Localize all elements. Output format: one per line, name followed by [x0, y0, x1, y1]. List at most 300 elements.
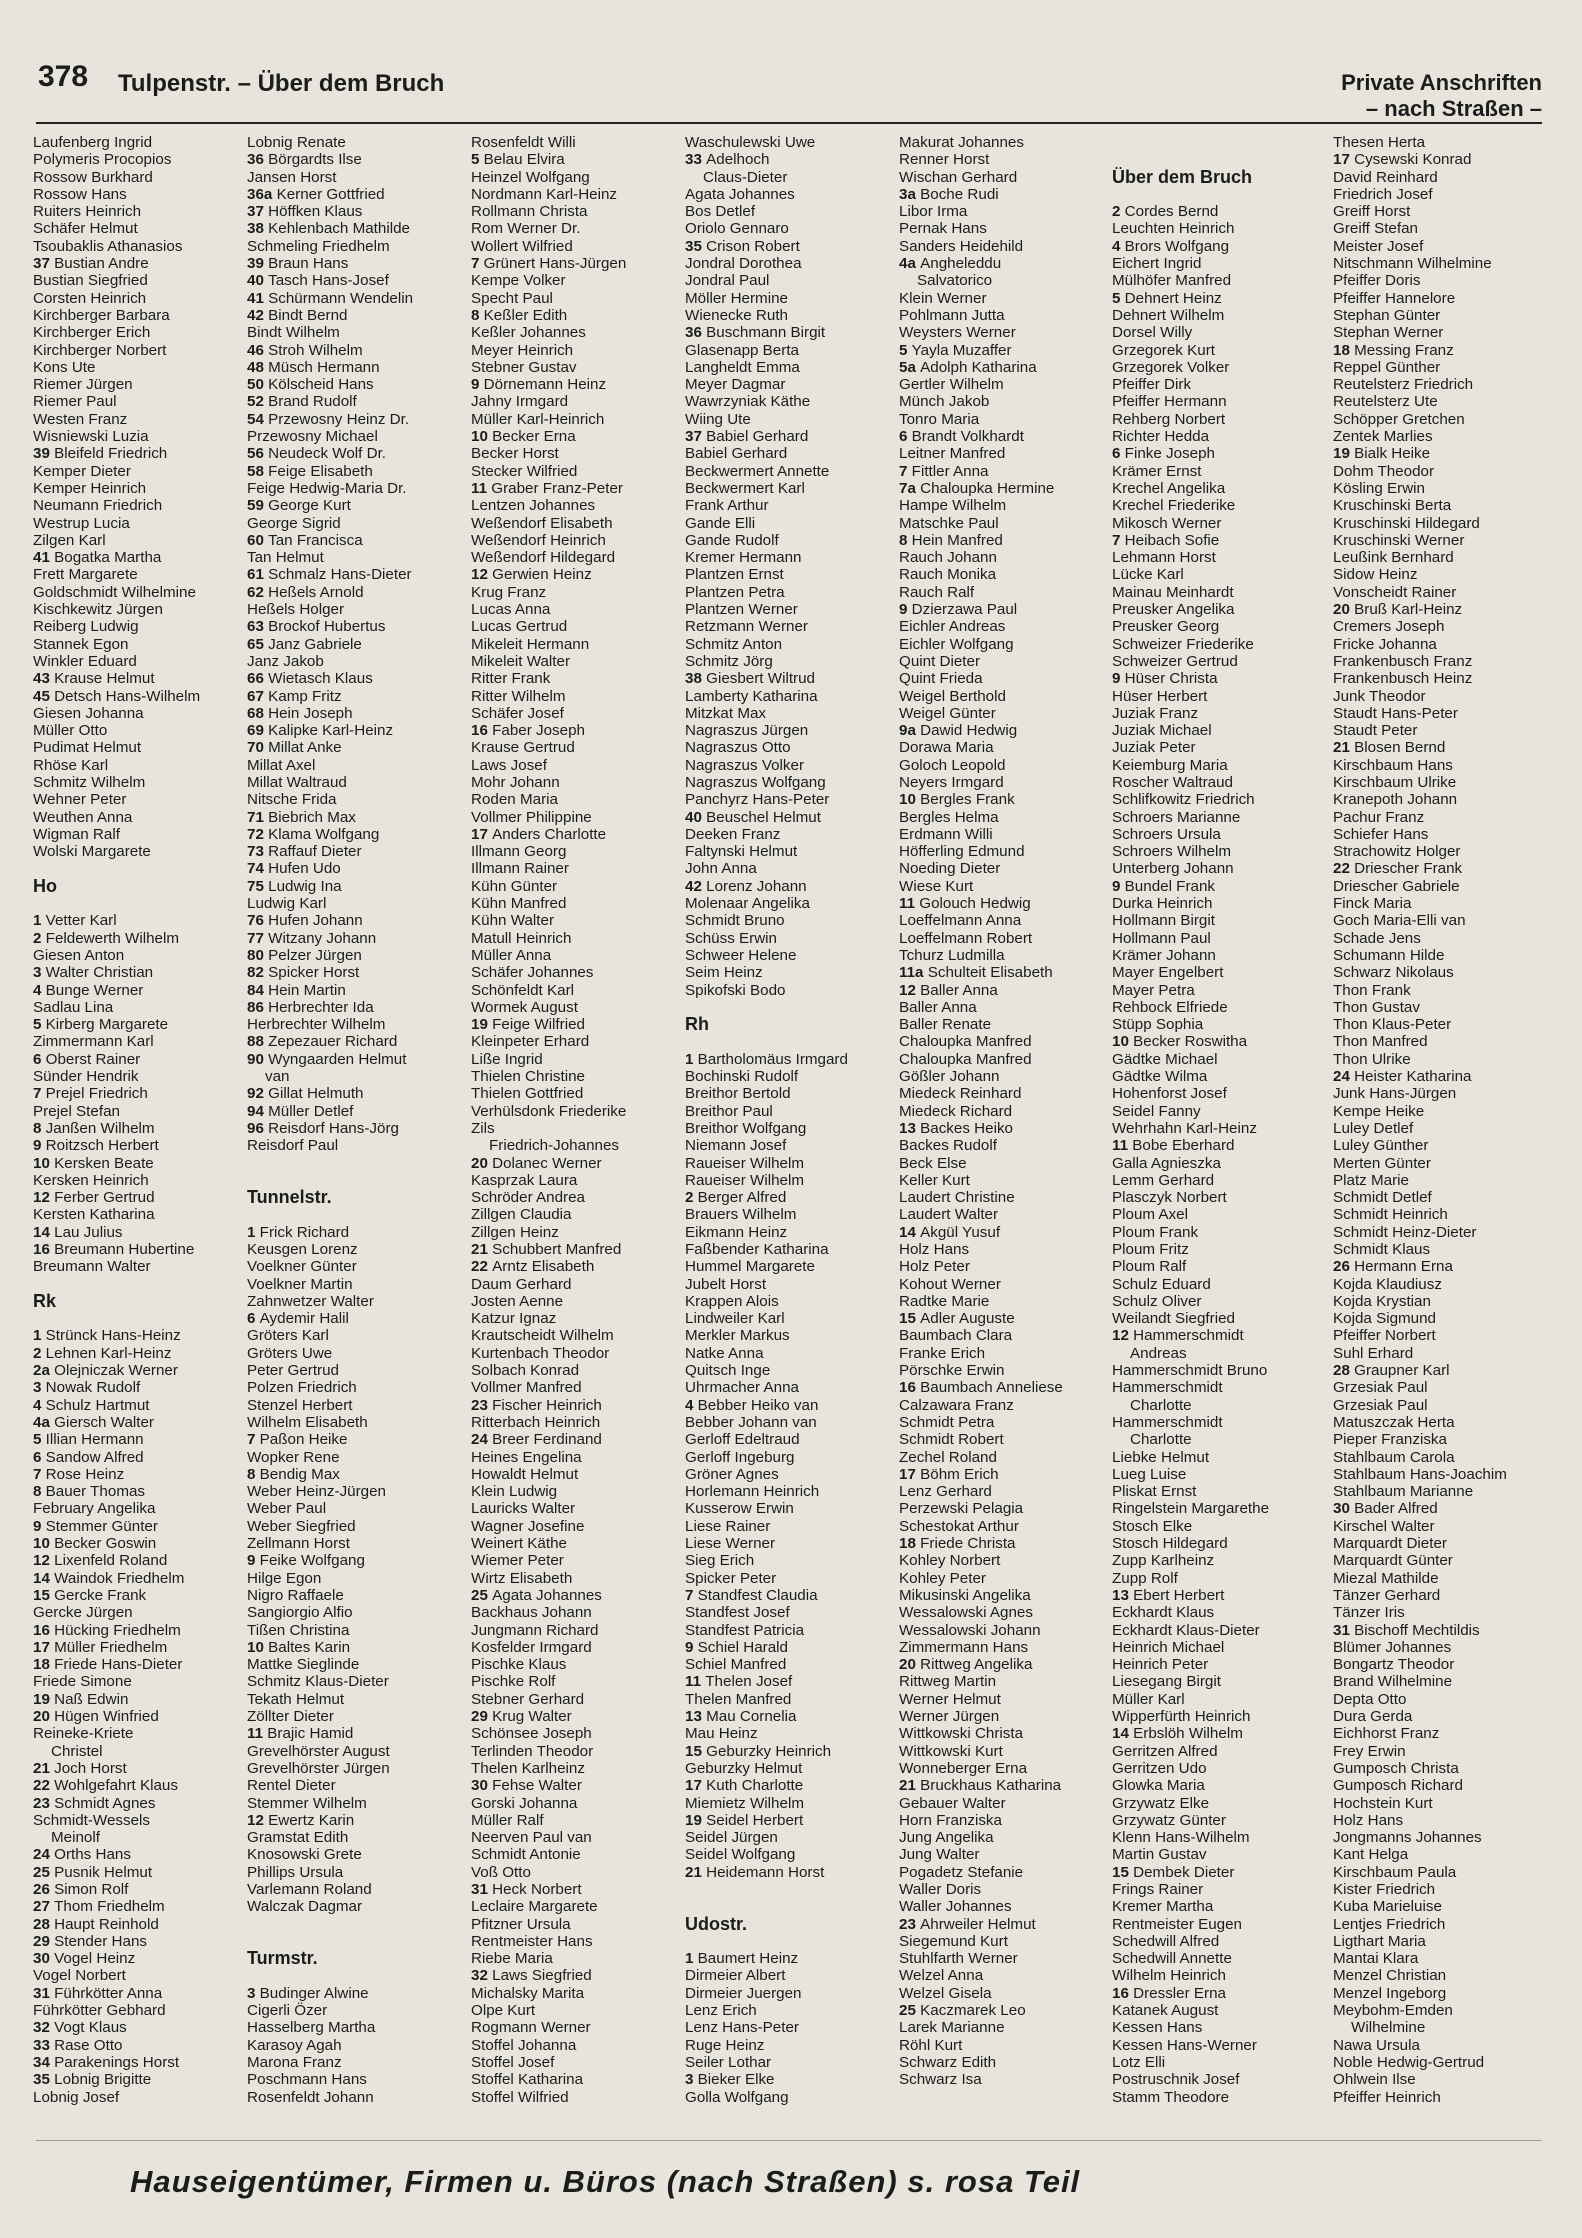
- resident-name: Nagraszus Jürgen: [685, 722, 809, 740]
- resident-name: Winkler Eduard: [33, 652, 137, 670]
- resident-name: Hüser Herbert: [1112, 687, 1208, 705]
- resident-name: Nowak Rudolf: [45, 1379, 141, 1397]
- resident-entry: [247, 636, 457, 653]
- resident-entry: [471, 532, 681, 549]
- house-number: 7: [685, 1586, 698, 1604]
- resident-entry: [899, 1241, 1109, 1258]
- resident-entry: [33, 739, 243, 756]
- resident-entry: [247, 843, 457, 860]
- resident-entry: [33, 480, 243, 497]
- resident-entry: [247, 549, 457, 566]
- resident-name: Weber Heinz-Jürgen: [247, 1483, 387, 1501]
- resident-name: Janz Gabriele: [268, 635, 362, 653]
- resident-entry: [247, 722, 457, 739]
- resident-entry: [1333, 636, 1548, 653]
- resident-entry: [247, 1691, 457, 1708]
- resident-entry: [899, 1708, 1109, 1725]
- resident-entry: [471, 1812, 681, 1829]
- resident-entry: [471, 1795, 681, 1812]
- resident-name: Peter Gertrud: [247, 1362, 340, 1380]
- resident-entry: [899, 1120, 1109, 1137]
- resident-name: Heinrich Peter: [1112, 1656, 1209, 1674]
- house-number: 8: [471, 306, 484, 324]
- resident-name: Tißen Christina: [247, 1621, 350, 1639]
- resident-name: Breer Ferdinand: [492, 1431, 602, 1449]
- resident-name: Vogt Klaus: [54, 2019, 127, 2037]
- resident-entry: [899, 1155, 1109, 1172]
- resident-entry: [33, 515, 243, 532]
- house-number: 11: [471, 479, 492, 497]
- resident-name: Knosowski Grete: [247, 1846, 362, 1864]
- resident-entry: [247, 982, 457, 999]
- resident-entry: [899, 1535, 1109, 1552]
- resident-entry: [1333, 1950, 1548, 1967]
- resident-entry: [1112, 203, 1322, 220]
- resident-name: Schwarz Nikolaus: [1333, 964, 1454, 982]
- resident-entry: [247, 947, 457, 964]
- resident-entry: [899, 912, 1109, 929]
- resident-name: Voelkner Martin: [247, 1275, 353, 1293]
- resident-entry: [471, 878, 681, 895]
- resident-entry: [1333, 307, 1548, 324]
- house-number: 9: [471, 376, 484, 394]
- resident-entry: [899, 2054, 1109, 2071]
- resident-entry: [247, 1673, 457, 1690]
- resident-name: Thon Gustav: [1333, 998, 1420, 1016]
- resident-entry: [33, 1950, 243, 1967]
- resident-entry: [33, 1622, 243, 1639]
- resident-name: Schiefer Hans: [1333, 825, 1429, 843]
- resident-name: Voß Otto: [471, 1863, 531, 1881]
- resident-name: Simon Rolf: [54, 1880, 129, 1898]
- street-heading: Tunnelstr.: [247, 1187, 332, 1208]
- resident-name: Rehberg Norbert: [1112, 410, 1226, 428]
- resident-name: Reiberg Ludwig: [33, 618, 139, 636]
- resident-entry: [899, 1587, 1109, 1604]
- resident-entry: [1333, 1327, 1548, 1344]
- resident-name: Miedeck Reinhard: [899, 1085, 1022, 1103]
- resident-name: Illian Hermann: [45, 1431, 144, 1449]
- resident-entry: [471, 1760, 681, 1777]
- resident-entry: [471, 1950, 681, 1967]
- resident-entry: [1333, 1155, 1548, 1172]
- resident-name: Ohlwein Ilse: [1333, 2071, 1416, 2089]
- resident-name: Führkötter Anna: [54, 1984, 163, 2002]
- resident-name: Jondral Dorothea: [685, 255, 802, 273]
- resident-name: Hammerschmidt: [1112, 1379, 1223, 1397]
- house-number: 7: [33, 1465, 46, 1483]
- resident-entry: [247, 895, 457, 912]
- resident-name: Waindok Friedhelm: [54, 1569, 185, 1587]
- resident-name: Leußink Bernhard: [1333, 549, 1454, 567]
- resident-entry: [685, 982, 895, 999]
- resident-entry: [247, 1656, 457, 1673]
- resident-name: Ludwig Ina: [268, 877, 342, 895]
- resident-entry: [1333, 255, 1548, 272]
- resident-entry: [899, 1691, 1109, 1708]
- resident-name: Yayla Muzaffer: [911, 341, 1012, 359]
- resident-name: Phillips Ursula: [247, 1863, 344, 1881]
- resident-entry: [685, 151, 895, 168]
- resident-entry: [899, 1137, 1109, 1154]
- resident-entry: [1112, 2071, 1322, 2088]
- resident-name: Thelen Josef: [705, 1673, 793, 1691]
- house-number: 1: [685, 1050, 698, 1068]
- resident-entry: [685, 1345, 895, 1362]
- resident-name: Raffauf Dieter: [268, 843, 362, 861]
- resident-entry: [899, 1172, 1109, 1189]
- resident-entry: [247, 1466, 457, 1483]
- resident-name: Gumposch Christa: [1333, 1759, 1459, 1777]
- resident-entry: [471, 1449, 681, 1466]
- resident-name: Postruschnik Josef: [1112, 2071, 1240, 2089]
- resident-name: Krautscheidt Wilhelm: [471, 1327, 614, 1345]
- resident-name: Ebert Herbert: [1133, 1586, 1225, 1604]
- resident-entry: [685, 1258, 895, 1275]
- resident-name: Giesbert Wiltrud: [706, 670, 815, 688]
- resident-name: Pfeiffer Dirk: [1112, 376, 1192, 394]
- resident-entry: [1333, 1137, 1548, 1154]
- resident-entry: [1112, 342, 1322, 359]
- resident-name: Grzywatz Elke: [1112, 1794, 1210, 1812]
- resident-name: Schwarz Isa: [899, 2071, 982, 2089]
- resident-name: Stebner Gustav: [471, 358, 577, 376]
- house-number: 6: [33, 1448, 46, 1466]
- resident-entry: [1112, 809, 1322, 826]
- resident-name: Lueg Luise: [1112, 1465, 1187, 1483]
- resident-name: Mülhöfer Manfred: [1112, 272, 1232, 290]
- resident-name: Giersch Walter: [54, 1413, 154, 1431]
- house-number: 40: [247, 272, 269, 290]
- resident-name: Hohenforst Josef: [1112, 1085, 1227, 1103]
- house-number: 13: [899, 1119, 921, 1137]
- resident-entry: [33, 497, 243, 514]
- resident-entry: [899, 255, 1109, 272]
- resident-name: Rase Otto: [54, 2036, 123, 2054]
- house-number: 70: [247, 739, 269, 757]
- resident-name: Kruschinski Werner: [1333, 531, 1465, 549]
- resident-name: Pelzer Jürgen: [268, 946, 362, 964]
- resident-entry: [685, 238, 895, 255]
- house-number: 80: [247, 946, 269, 964]
- resident-entry: [471, 601, 681, 618]
- resident-name: Schulz Eduard: [1112, 1275, 1211, 1293]
- resident-name: Wormek August: [471, 998, 578, 1016]
- resident-entry: [1333, 1379, 1548, 1396]
- resident-name: Oberst Rainer: [45, 1050, 141, 1068]
- resident-entry: [471, 999, 681, 1016]
- resident-name: Heßels Arnold: [268, 583, 364, 601]
- resident-name: Pieper Franziska: [1333, 1431, 1447, 1449]
- resident-name: Weigel Günter: [899, 704, 996, 722]
- resident-name: Jubelt Horst: [685, 1275, 767, 1293]
- resident-entry: [685, 791, 895, 808]
- resident-entry: [33, 1587, 243, 1604]
- resident-entry: [471, 930, 681, 947]
- resident-name: Weßendorf Heinrich: [471, 531, 606, 549]
- page-number: 378: [38, 60, 89, 93]
- resident-entry: [1333, 1881, 1548, 1898]
- resident-name: Schroers Ursula: [1112, 825, 1221, 843]
- house-number: 30: [471, 1777, 493, 1795]
- resident-name: Kempe Heike: [1333, 1102, 1425, 1120]
- resident-name: Vollmer Manfred: [471, 1379, 582, 1397]
- directory-column-1: [33, 134, 243, 2106]
- resident-entry: [1112, 1622, 1322, 1639]
- resident-name: Baltes Karin: [268, 1638, 351, 1656]
- resident-entry: [685, 376, 895, 393]
- resident-entry: [1112, 220, 1322, 237]
- resident-name: Heibach Sofie: [1124, 531, 1220, 549]
- resident-entry: [471, 791, 681, 808]
- resident-entry: [1112, 1051, 1322, 1068]
- resident-name: Wohlgefahrt Klaus: [54, 1777, 178, 1795]
- resident-entry: [1112, 515, 1322, 532]
- resident-entry: [1333, 359, 1548, 376]
- house-number: 84: [247, 981, 269, 999]
- resident-name: Kessen Hans: [1112, 2019, 1203, 2037]
- resident-name: Wessalowski Johann: [899, 1621, 1041, 1639]
- resident-entry: [247, 826, 457, 843]
- resident-name: Westrup Lucia: [33, 514, 130, 532]
- resident-entry: [471, 290, 681, 307]
- resident-name: Standfest Claudia: [697, 1586, 818, 1604]
- resident-entry: [33, 1570, 243, 1587]
- directory-column-7: [1333, 134, 1548, 2106]
- resident-name: Krug Franz: [471, 583, 547, 601]
- resident-entry: [471, 1985, 681, 2002]
- resident-name: Leuchten Heinrich: [1112, 220, 1235, 238]
- resident-entry: [1333, 1535, 1548, 1552]
- resident-entry: [471, 636, 681, 653]
- resident-name: Kamp Fritz: [268, 687, 342, 705]
- resident-name: Dirmeier Albert: [685, 1967, 786, 1985]
- resident-entry: [685, 1535, 895, 1552]
- resident-entry: [685, 290, 895, 307]
- resident-name: Stender Hans: [54, 1932, 147, 1950]
- resident-name: Standfest Josef: [685, 1604, 790, 1622]
- resident-name: Laudert Walter: [899, 1206, 999, 1224]
- resident-entry: [33, 1016, 243, 1033]
- resident-entry: [1112, 1535, 1322, 1552]
- resident-entry: [1112, 463, 1322, 480]
- resident-name: Pfitzner Ursula: [471, 1915, 571, 1933]
- resident-entry: [247, 999, 457, 1016]
- resident-entry: [1112, 1760, 1322, 1777]
- resident-entry: [1333, 947, 1548, 964]
- house-number: 22: [33, 1777, 55, 1795]
- resident-name: Olejniczak Werner: [54, 1362, 178, 1380]
- resident-entry: [1112, 1898, 1322, 1915]
- resident-entry: [471, 739, 681, 756]
- resident-entry: [247, 376, 457, 393]
- resident-name: Tsoubaklis Athanasios: [33, 237, 183, 255]
- resident-name: Wawrzyniak Käthe: [685, 393, 811, 411]
- resident-name: Jongmanns Johannes: [1333, 1829, 1482, 1847]
- house-number: 75: [247, 877, 269, 895]
- house-number: 86: [247, 998, 269, 1016]
- house-number: 67: [247, 687, 269, 705]
- section-heading: [1341, 70, 1542, 122]
- resident-entry: [899, 393, 1109, 410]
- resident-entry: [1112, 1552, 1322, 1569]
- resident-name: Heßels Holger: [247, 601, 345, 619]
- entry-continuation: Charlotte: [1130, 1431, 1192, 1449]
- house-number: 36: [247, 151, 269, 169]
- resident-entry: [899, 1276, 1109, 1293]
- resident-name: Breumann Walter: [33, 1258, 151, 1276]
- house-number: 18: [33, 1656, 55, 1674]
- house-number: 5: [33, 1431, 46, 1449]
- resident-entry: [685, 1760, 895, 1777]
- resident-name: Tonro Maria: [899, 410, 980, 428]
- resident-entry: [685, 1881, 895, 1898]
- resident-entry: [685, 1362, 895, 1379]
- resident-name: Loeffelmann Anna: [899, 912, 1022, 930]
- resident-entry: [33, 324, 243, 341]
- resident-entry: [33, 999, 243, 1016]
- resident-entry: [247, 1916, 457, 1933]
- resident-entry: [685, 566, 895, 583]
- resident-name: Erdmann Willi: [899, 825, 993, 843]
- resident-entry: [471, 757, 681, 774]
- resident-entry: [899, 809, 1109, 826]
- resident-name: Geburzky Helmut: [685, 1759, 803, 1777]
- resident-name: Kösling Erwin: [1333, 479, 1426, 497]
- resident-entry: [685, 1414, 895, 1431]
- resident-entry: [471, 359, 681, 376]
- house-number: 4: [33, 1396, 46, 1414]
- resident-name: Graupner Karl: [1354, 1362, 1450, 1380]
- resident-entry: [685, 515, 895, 532]
- resident-name: Rose Heinz: [45, 1465, 125, 1483]
- resident-name: Spikofski Bodo: [685, 981, 786, 999]
- resident-entry: [33, 134, 243, 151]
- resident-entry: [899, 1189, 1109, 1206]
- house-number: 11a: [899, 964, 928, 982]
- house-number: 30: [1333, 1500, 1355, 1518]
- resident-name: Schmidt Klaus: [1333, 1241, 1431, 1258]
- directory-column-5: [899, 134, 1109, 2089]
- resident-entry: [471, 1345, 681, 1362]
- resident-entry: [1333, 1258, 1548, 1275]
- resident-entry: [471, 2054, 681, 2071]
- resident-entry: [247, 186, 457, 203]
- house-number: 33: [33, 2036, 55, 2054]
- resident-entry: [1112, 393, 1322, 410]
- resident-name: Gumposch Richard: [1333, 1777, 1463, 1795]
- resident-name: Becker Erna: [492, 428, 576, 446]
- resident-entry: [471, 1189, 681, 1206]
- resident-entry: [1112, 1743, 1322, 1760]
- house-number: 6: [247, 1310, 260, 1328]
- resident-name: Höfferling Edmund: [899, 843, 1025, 861]
- house-number: 37: [33, 255, 55, 273]
- resident-name: Klein Ludwig: [471, 1483, 558, 1501]
- resident-name: Kaczmarek Leo: [920, 2002, 1026, 2020]
- resident-entry: [471, 947, 681, 964]
- resident-name: Cordes Bernd: [1124, 203, 1219, 221]
- resident-name: Jungmann Richard: [471, 1621, 599, 1639]
- resident-name: Przewosny Michael: [247, 428, 378, 446]
- resident-entry: [33, 1345, 243, 1362]
- resident-entry: [33, 1846, 243, 1863]
- house-number: 3: [33, 1379, 46, 1397]
- resident-entry: [685, 1327, 895, 1344]
- house-number: 7: [247, 1431, 260, 1449]
- resident-name: Dirmeier Juergen: [685, 1984, 802, 2002]
- resident-name: Przewosny Heinz Dr.: [268, 410, 410, 428]
- resident-entry: [685, 1137, 895, 1154]
- house-number: 38: [685, 670, 707, 688]
- house-number: 27: [33, 1898, 55, 1916]
- resident-name: Dressler Erna: [1133, 1984, 1226, 2002]
- resident-entry: [471, 566, 681, 583]
- resident-name: Thielen Gottfried: [471, 1085, 584, 1103]
- resident-name: Laws Josef: [471, 756, 547, 774]
- resident-name: Marona Franz: [247, 2053, 342, 2071]
- resident-name: Pohlmann Jutta: [899, 306, 1005, 324]
- resident-entry: [471, 1016, 681, 1033]
- resident-entry: [471, 1881, 681, 1898]
- resident-entry: [685, 1622, 895, 1639]
- resident-entry: [899, 688, 1109, 705]
- resident-entry: [685, 1829, 895, 1846]
- resident-name: Zils: [471, 1119, 495, 1137]
- resident-name: Wonneberger Erna: [899, 1759, 1028, 1777]
- resident-entry: [899, 497, 1109, 514]
- resident-entry: [685, 809, 895, 826]
- resident-name: Renner Horst: [899, 151, 990, 169]
- resident-entry: [1112, 1120, 1322, 1137]
- house-number: 29: [471, 1708, 493, 1726]
- resident-entry: [33, 1518, 243, 1535]
- resident-entry: [1112, 1518, 1322, 1535]
- resident-name: Stemmer Wilhelm: [247, 1794, 367, 1812]
- resident-entry: [471, 1500, 681, 1517]
- resident-entry: [471, 2002, 681, 2019]
- resident-name: Keiemburg Maria: [1112, 756, 1228, 774]
- resident-entry: [471, 480, 681, 497]
- resident-name: Grevelhörster August: [247, 1742, 390, 1760]
- resident-name: Juziak Peter: [1112, 739, 1196, 757]
- resident-entry: [1112, 636, 1322, 653]
- resident-name: Schroers Marianne: [1112, 808, 1241, 826]
- resident-entry: [33, 757, 243, 774]
- resident-name: Kusserow Erwin: [685, 1500, 794, 1518]
- house-number: 11: [247, 1725, 268, 1743]
- resident-name: Thon Ulrike: [1333, 1050, 1411, 1068]
- resident-entry: [1333, 238, 1548, 255]
- resident-entry: [471, 1656, 681, 1673]
- resident-entry: [1333, 463, 1548, 480]
- resident-entry: [471, 255, 681, 272]
- resident-name: Pachur Franz: [1333, 808, 1425, 826]
- resident-entry: [471, 1604, 681, 1621]
- resident-name: Jansen Horst: [247, 168, 337, 186]
- resident-entry: [1333, 1189, 1548, 1206]
- resident-name: Driescher Frank: [1354, 860, 1463, 878]
- resident-entry: [1112, 1414, 1322, 1431]
- resident-name: Angheleddu: [920, 255, 1002, 273]
- resident-entry: [1112, 1327, 1322, 1344]
- resident-name: Wehrhahn Karl-Heinz: [1112, 1119, 1257, 1137]
- resident-name: Stephan Werner: [1333, 324, 1444, 342]
- resident-entry: [899, 428, 1109, 445]
- house-number: 3: [685, 2071, 698, 2089]
- resident-entry: [471, 1224, 681, 1241]
- resident-entry: [33, 843, 243, 860]
